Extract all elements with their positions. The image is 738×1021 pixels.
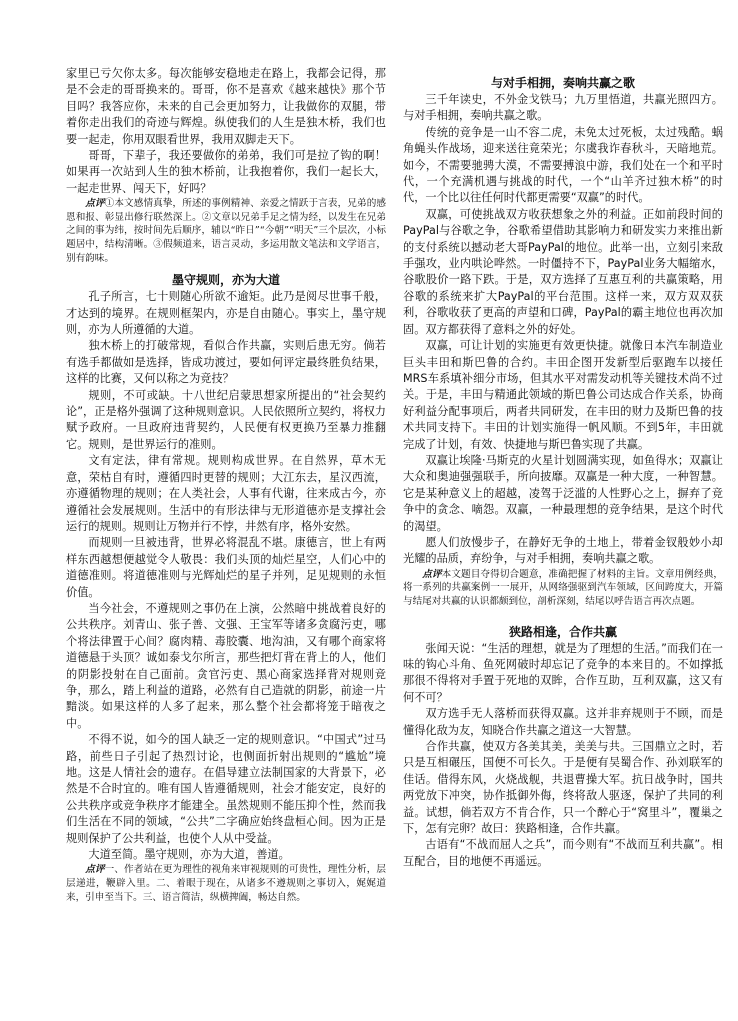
right-column — [403, 74, 723, 870]
essay-paragraph: 双赢，可使挑战双方收获想象之外的利益。正如前段时间的PayPal与谷歌之争，谷歌希望借助其影响力和研发实力来推出新的支付系统以撼动老大哥PayPal的地位。此举一出，立刻引来敌手强攻，业内哄论哗然。一时僵持不下，PayPal业务大幅缩水，谷歌股价一路下跌。于是，双方选择了互惠互利的共赢策略，用谷歌的系统来扩大PayPal的平台范围。这样一来，双方双双获利，谷歌收获了更高的声望和口碑，PayPal的霸主地位也再次加固。双方都获得了意料之外的好处。 — [403, 207, 723, 336]
essay-paragraph: 张闻天说：“生活的理想，就是为了理想的生活。”而我们在一味的钩心斗角、鱼死网破时却忘记了竞争的本来目的。不如撑抵那很不得将对手置于死地的双眸，合作互助，互利双赢，这又有何不可？ — [403, 641, 723, 704]
commentary-note — [66, 197, 386, 265]
commentary-text: 本文题目夺得切合题意，准确把握了材料的主旨。文章用例经典，将一系列的共赢案例一一展开，从网络强驱到汽车领域，区间跨度大，开篇与结尾对共赢的认识都颇到位，剖析深刻，结尾以呼告语言再次点题。 — [403, 568, 724, 607]
essay-paragraph: 当今社会，不遵规则之事仍在上演，公然暗中挑战着良好的公共秩序。刘青山、张子善、文强、王宝军等诸多贪腐污吏，哪个将法律置于心间？腐肉精、毒胶囊、地沟油，又有哪个商家将道德悬于头顶？诚如泰戈尔所言，那些把灯背在背上的人，他们的阴影投射在自己面前。贪官污吏、黑心商家选择背对规则竞争，那么，踏上利益的道路，必然有自己造就的阴影，前途一片黯淡。如果这样的人多了起来，那么整个社会都将笼于暗夜之中。 — [66, 601, 386, 730]
essay-paragraph: 双方选手无人落桥而获得双赢。这并非弃规则于不顾，而是懂得化敌为友，知晓合作共赢之道这一大智慧。 — [403, 707, 723, 737]
commentary-tag: 点评 — [422, 568, 442, 580]
commentary-text: 一、作者站在更为理性的视角来审视规则的可贵性，理性分析，层层递进，鞭辟入里。二、着眼于现在，从诸多不遵规则之事切入，娓娓道来，引申至当下。三、语言简洁，纵横捭阖，畅达自然。 — [66, 864, 387, 903]
essay-paragraph: 愿人们放慢步子，在静好无争的土地上，带着金钗般妙小却光耀的品质，弃纷争，与对手相拥，奏响共赢之歌。 — [403, 535, 723, 566]
commentary-tag: 点评 — [85, 198, 105, 210]
left-column — [66, 66, 386, 904]
essay-paragraph: 文有定法，律有常规。规则构成世界。在自然界，草木无意，荣枯自有时，遵循四时更替的规则；大江东去，星汉西流，亦遵循物理的规则；在人类社会，人事有代谢，往来成古今，亦遵循社会发展规则。生活中的有形法律与无形道德亦是支撑社会运行的规则。规则让万物并行不悖，井然有序，格外安然。 — [66, 454, 386, 533]
essay-paragraph: 不得不说，如今的国人缺乏一定的规则意识。“中国式”过马路，前些日子引起了热烈讨论，也侧面折射出规则的“尴尬”境地。这是人情社会的遗存。在倡导建立法制国家的大背景下，必然是不合时宜的。唯有国人皆遵循规则，社会才能安定，良好的公共秩序或竞争秩序才能建全。虽然规则不能压抑个性，然而我们生活在不同的领域，“公共”二字确应始终盘桓心间。因为正是规则保护了公共利益，也使个人从中受益。 — [66, 733, 386, 845]
essay-paragraph: 双赢让埃隆·马斯克的火星计划圆满实现，如鱼得水；双赢让大众和奥迪强强联手，所向披靡。双赢是一种大度，一种智慧。它是某种意义上的超越，凌驾于泛滥的人性野心之上，摒弃了竞争中的贪念、嘀怨。双赢，一种最理想的竞争结果，是这个时代的渴望。 — [403, 453, 723, 533]
essay-paragraph: 古语有“不战而屈人之兵”，而今则有“不战而互利共赢”。相互配合，目的地便不再遥远。 — [403, 838, 723, 868]
intro-paragraph: 哥哥，下辈子，我还要做你的弟弟，我们可是拉了钩的啊！如果再一次站到人生的独木桥前，让我抱着你，我们一起长大，一起走世界、闯天下，好吗？ — [66, 149, 386, 195]
essay-paragraph: 孔子所言，七十则随心所欲不逾矩。此乃是阅尽世事千般，才达到的境界。在规则框架内，亦是自由随心。事实上，墨守规则，亦为人所遵循的大道。 — [66, 290, 386, 337]
essay-paragraph: 三千年读史，不外金戈铁马；九万里悟道，共赢光照四方。与对手相拥，奏响共赢之歌。 — [403, 93, 723, 123]
commentary-text: ①本文感情真挚，所述的事例精神、亲爱之情跃于言表，兄弟的感恩和报、彰显出修行联然深上。②文章以兄弟手足之情为经，以发生在兄弟之间的事为纬，按时间先后顺序，辅以“昨日”“今朝”“明天”三个层次，小标题居中，结构清晰。③假频道来，语言灵动，多运用散文笔法和文学语言，别有韵味。 — [66, 198, 387, 264]
commentary-note — [403, 568, 723, 609]
essay-paragraph: 传统的竞争是一山不容二虎，未免太过死板，太过残酷。蜗角蝇头作战场，迎来送往竟荣光；尔虞我诈春秋斗，天暗地荒。如今，不需要驰骋大漠，不需要搏浪中游，我们处在一个和平时代，一个充满机遇与挑战的时代，一个“山羊齐过独木桥”的时代，一个比以往任何时代都更需要“双赢”的时代。 — [403, 125, 723, 205]
essay-title: 狭路相逢，合作共赢 — [508, 624, 617, 639]
essay-paragraph: 独木桥上的打破常规，看似合作共赢，实则后患无穷。倘若有选手都做如是选择，皆成功渡过，要如何评定最终胜负结果，这样的比赛，又何以称之为竞技？ — [66, 339, 386, 386]
commentary-note — [66, 863, 386, 904]
essay-title: 与对手相拥，奏响共赢之歌 — [490, 76, 635, 90]
essay-title: 墨守规则，亦为大道 — [171, 273, 280, 288]
essay-paragraph: 合作共赢，使双方各美其美，美美与共。三国鼎立之时，若只是互相碾压，国便不可长久。于是便有吴蜀合作、孙刘联军的佳话。借得东风，火烧战舰，共退曹操大军。抗日战争时，国共两党放下冲突，协作抵御外侮，终将敌人驱逐，保护了共同的利益。试想，倘若双方不肯合作，只一个醉心于“窝里斗”，覆巢之下，怎有完卵？故曰：狭路相逢，合作共赢。 — [403, 740, 723, 836]
intro-paragraph: 家里已亏欠你太多。每次能够安稳地走在路上，我都会记得，那是不会走的哥哥换来的。哥哥，你不是喜欢《越来越快》那个节目吗？我答应你，未来的自己会更加努力，让我做你的双腿，带着你走出我们的奇迹与辉煌。纵使我们的人生是独木桥，我们也要一起走，你用双眼看世界，我用双脚走天下。 — [66, 67, 386, 146]
essay-paragraph: 大道至简。墨守规则，亦为大道，善道。 — [88, 848, 290, 862]
essay-paragraph: 规则，不可或缺。十八世纪启蒙思想家所提出的“社会契约论”，正是格外强调了这种规则意识。人民依照所立契约，将权力赋予政府。一旦政府违背契约，人民便有权更换乃至暴力推翻它。规则，是世界运行的准则。 — [66, 388, 386, 451]
essay-paragraph: 双赢，可让计划的实施更有效更快捷。就像日本汽车制造业巨头丰田和斯巴鲁的合约。丰田企图开发新型后驱跑车以接任MRS车系填补细分市场，但其水平对需发动机等关键技术尚不过关。于是，丰田与精通此领域的斯巴鲁公司达成合作关系，协商好利益分配事项后，两者共同研发，在丰田的财力及斯巴鲁的技术共同支持下。丰田的计划实施得一帆风顺。不到5年，丰田就完成了计划，有效、快捷地与斯巴鲁实现了共赢。 — [403, 339, 723, 451]
essay-paragraph: 而规则一旦被违背，世界必将混乱不堪。康德言，世上有两样东西越想便越觉令人敬畏：我们头顶的灿烂星空，人们心中的道德准则。将道德准则与光辉灿烂的星子并列，足见规则的永恒价值。 — [66, 536, 386, 599]
commentary-tag: 点评 — [85, 864, 105, 876]
